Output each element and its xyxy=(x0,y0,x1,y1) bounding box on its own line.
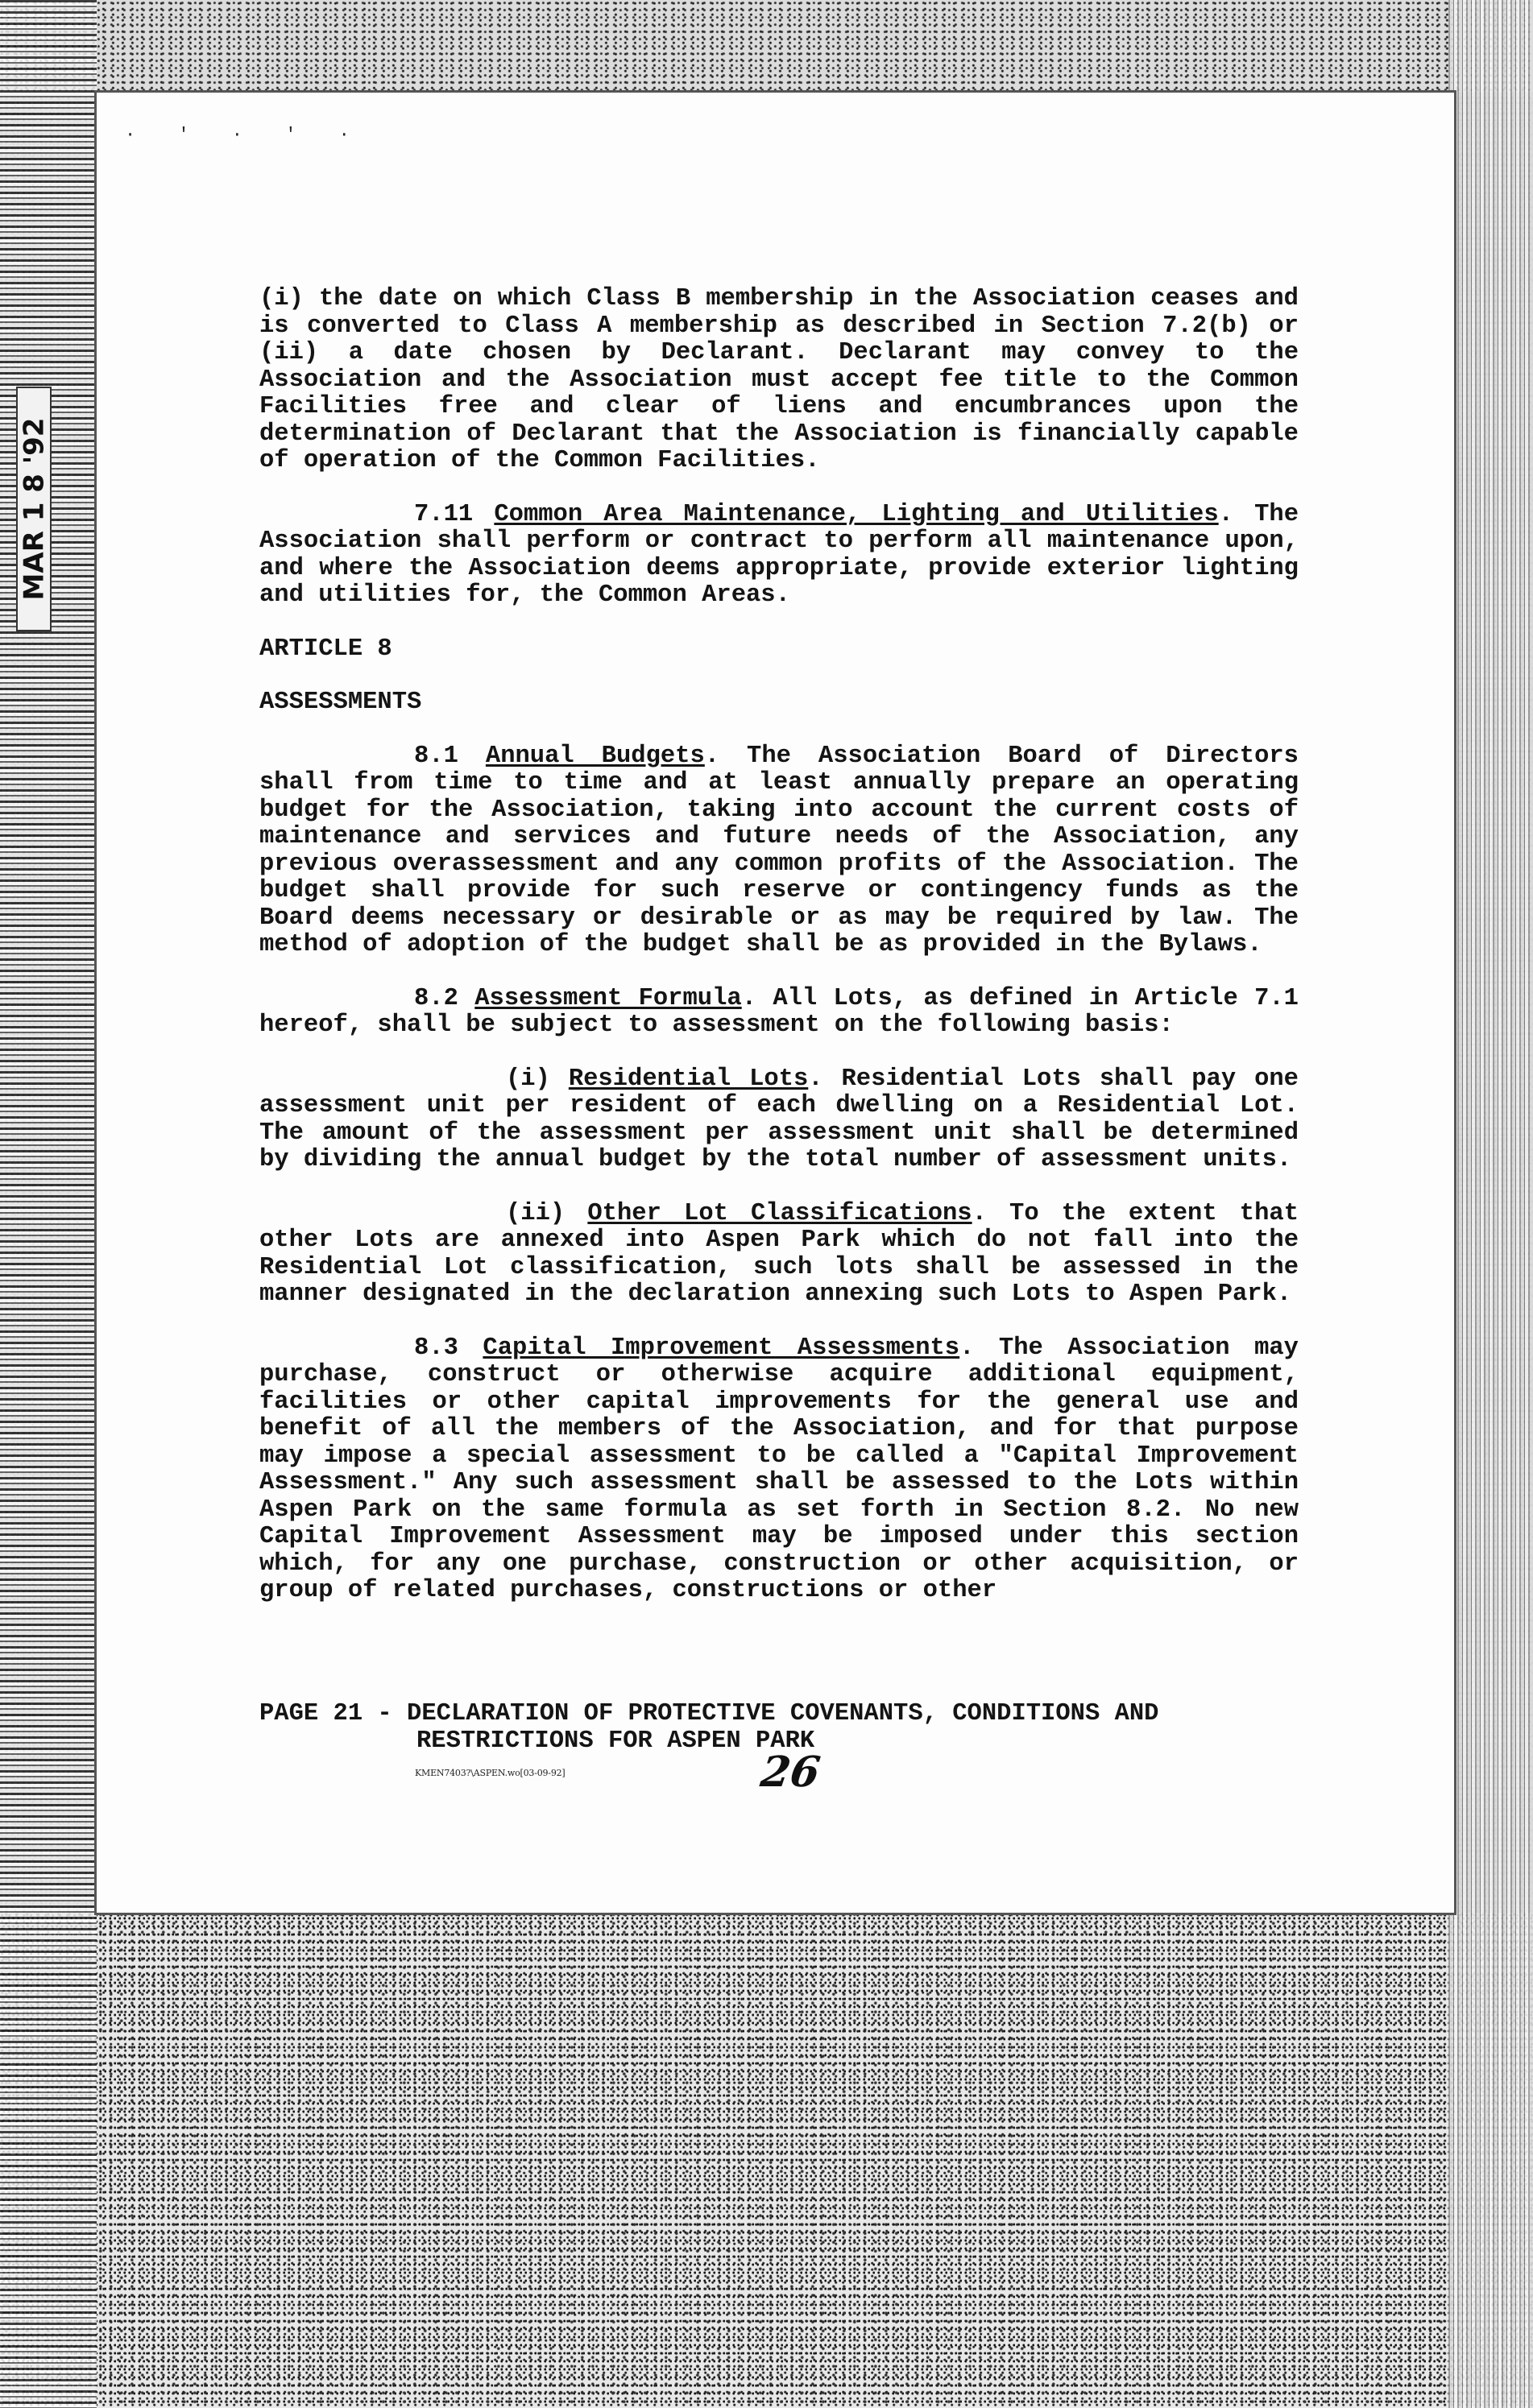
paragraph-continuation: (i) the date on which Class B membership in the Association ceases and is converted to Class A membership as described in Section 7.2(b) or (ii) a date chosen by Declarant. Declarant may convey to the Association and the Association must accept fee title to the Common Facilities free and clear of liens and encumbrances upon the determination of Declarant that the Association is financially capable of operation of the Common Facilities. xyxy=(259,285,1299,474)
section-heading: Residential Lots xyxy=(568,1065,809,1093)
footer-line-2: RESTRICTIONS FOR ASPEN PARK xyxy=(416,1727,815,1755)
section-number: 8.1 xyxy=(414,742,458,770)
section-heading: Other Lot Classifications xyxy=(587,1199,972,1227)
section-body: . To the extent that other Lots are annexed into Aspen Park which do not fall into the Residential Lot classification, such lots shall be assessed in the manner designated in the declaration annexing such Lots to Aspen Park. xyxy=(259,1199,1299,1308)
section-heading: Common Area Maintenance, Lighting and Utilities xyxy=(494,500,1219,528)
section-8-2 xyxy=(259,986,1299,1040)
section-8-1 xyxy=(259,743,1299,959)
section-8-3 xyxy=(259,1335,1299,1605)
scan-top-noise xyxy=(0,0,1533,93)
section-body: . The Association Board of Directors shall from time to time and at least annually prepare an operating budget for the Association, taking into account the current costs of maintenance and services and future needs of the Association, any previous overassessment and any common profits of the Association. The budget shall provide for such reserve or contingency funds as the Board deems necessary or desirable or as may be required by law. The method of adoption of the budget shall be as provided in the Bylaws. xyxy=(259,742,1299,958)
section-8-2-ii xyxy=(259,1201,1299,1309)
section-number: (ii) xyxy=(506,1199,566,1227)
scan-right-edge xyxy=(1448,0,1533,2408)
scan-specks: · ' · ' · xyxy=(125,125,366,145)
section-body: . The Association may purchase, construct or otherwise acquire additional equipment, facilities or other capital improvements for the general use and benefit of all the members of the Association, and for that purpose may impose a special assessment to be called a "Capital Improvement Assessment." Any such assessment shall be assessed to the Lots within Aspen Park on the same formula as set forth in Section 8.2. No new Capital Improvement Assessment may be imposed under this section which, for any one purchase, construction or other acquisition, or group of related purchases, constructions or other xyxy=(259,1334,1299,1604)
scan-bottom-noise xyxy=(0,1913,1533,2408)
file-code: KMEN7403?\ASPEN.wo[03-09-92] xyxy=(415,1768,566,1778)
section-number: 8.2 xyxy=(414,984,458,1012)
section-heading: Annual Budgets xyxy=(485,742,705,770)
article-number: ARTICLE 8 xyxy=(259,635,392,663)
document-body xyxy=(259,286,1299,1605)
section-7-11 xyxy=(259,502,1299,610)
footer-line-1: PAGE 21 - DECLARATION OF PROTECTIVE COVENANTS, CONDITIONS AND xyxy=(259,1700,1159,1727)
section-heading: Assessment Formula xyxy=(474,984,742,1012)
page-footer xyxy=(259,1701,1307,1755)
section-body: . The Association shall perform or contract to perform all maintenance upon, and where the Association deems appropriate, provide exterior lighting and utilities for, the Common Areas. xyxy=(259,500,1299,609)
article-title: ASSESSMENTS xyxy=(259,689,422,716)
section-number: 7.11 xyxy=(414,500,474,528)
handwritten-page-number: 26 xyxy=(757,1748,823,1797)
scan-left-edge xyxy=(0,0,97,2408)
stamp-date-text: MAR 1 8 '92 xyxy=(18,417,51,601)
section-number: (i) xyxy=(506,1065,550,1093)
section-number: 8.3 xyxy=(414,1334,458,1362)
section-body: . Residential Lots shall pay one assessment unit per resident of each dwelling on a Residential Lot. The amount of the assessment per assessment unit shall be determined by dividing the annual budget by the total number of assessment units. xyxy=(259,1065,1299,1173)
section-heading: Capital Improvement Assessments xyxy=(483,1334,960,1362)
section-8-2-i xyxy=(259,1066,1299,1174)
received-date-stamp xyxy=(16,387,52,631)
section-body: . All Lots, as defined in Article 7.1 hereof, shall be subject to assessment on the following basis: xyxy=(259,984,1299,1039)
